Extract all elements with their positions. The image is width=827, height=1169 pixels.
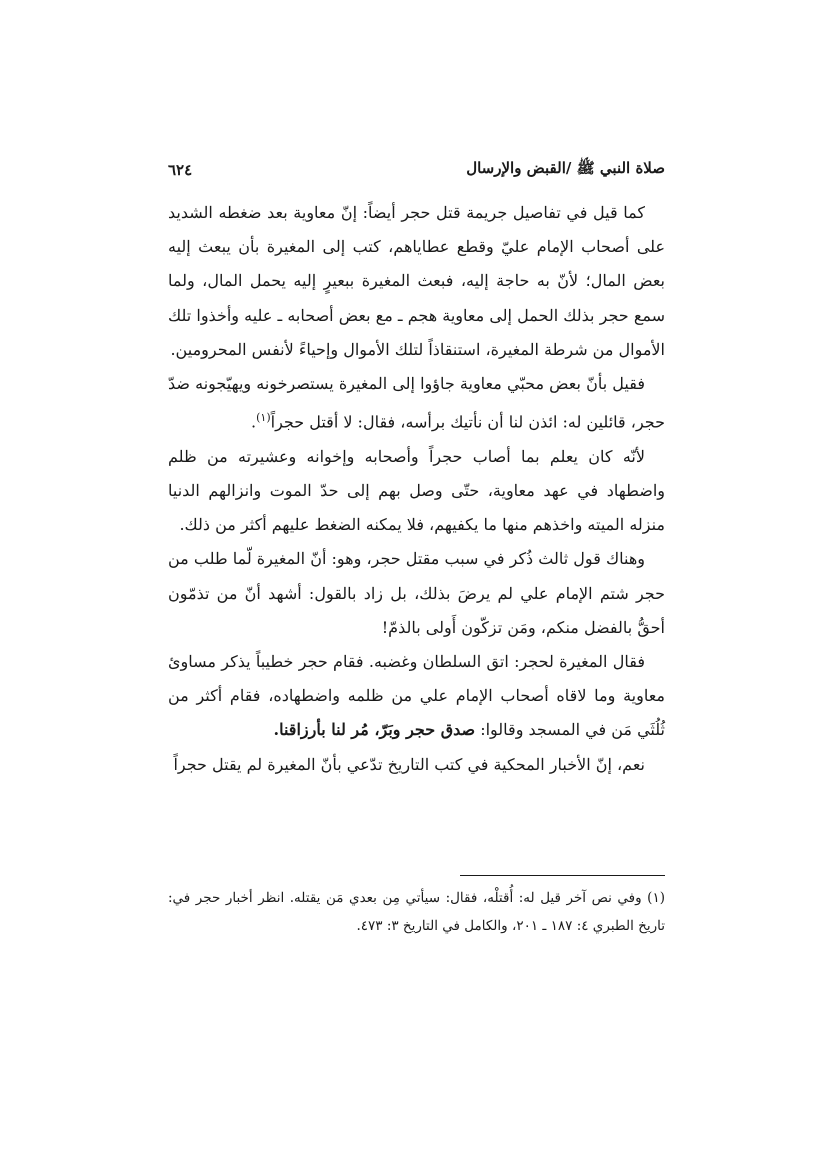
paragraph-5 — [168, 645, 665, 748]
paragraph-3: لأنّه كان يعلم بما أصاب حجراً وأصحابه وإخوانه وعشيرته من ظلم واضطهاد في عهد معاوية، حتّى وصل بهم إلى حدّ الموت وانزالهم الدنيا منزله الميته واخذهم منها ما يكفيهم، فلا يمكنه الضغط عليهم أكثر من ذلك. — [168, 446, 665, 535]
quoted-speech: صدق حجر وبَرّ، مُر لنا بأرزاقنا. — [273, 720, 476, 740]
footnote-divider — [460, 875, 665, 876]
running-title: صلاة النبي ﷺ /القبض والإرسال — [466, 159, 665, 177]
paragraph-2 — [168, 367, 665, 440]
paragraph-2-period: . — [251, 412, 257, 432]
paragraph-1: كما قيل في تفاصيل جريمة قتل حجر أيضاً: إنّ معاوية بعد ضغطه الشديد على أصحاب الإمام عليّ وقطع عطاياهم، كتب إلى المغيرة بأن يبعث إليه بعض المال؛ لأنّ به حاجة إليه، فبعث المغيرة ببعيرٍ إليه يحمل المال، ولما سمع حجر بذلك الحمل إلى معاوية هجم ـ مع بعض أصحابه ـ عليه وأخذوا تلك الأموال من شرطة المغيرة، استنقاذاً لتلك الأموال وإحياءً لأنفس المحرومين. — [168, 203, 665, 359]
paragraph-6: نعم، إنّ الأخبار المحكية في كتب التاريخ تدّعي بأنّ المغيرة لم يقتل حجراً — [173, 754, 645, 774]
paragraph-5-text: فقال المغيرة لحجر: اتق السلطان وغضبه. فقام حجر خطيباً يذكر مساوئ معاوية وما لاقاه أصحاب الإمام علي من ظلمه واضطهاده، فقام أكثر من ثُلُثَي مَن في المسجد وقالوا: — [168, 651, 665, 740]
page-number: ٦٢٤ — [168, 161, 193, 179]
paragraph-4: وهناك قول ثالث ذُكر في سبب مقتل حجر، وهو: أنّ المغيرة لّما طلب من حجر شتم الإمام علي لم يرضَ بذلك، بل زاد بالقول: أشهد أنّ من تذمّون أحقُّ بالفضل منكم، ومَن تزكّون أَولى بالذمّ! — [168, 549, 665, 637]
footnote-1: (١) وفي نص آخر قيل له: أُقتلْه، فقال: سيأتي مِن بعدي مَن يقتله. انظر أخبار حجر في: تاريخ الطبري ٤: ١٨٧ ـ ٢٠١، والكامل في التاريخ ٣: ٤٧٣. — [168, 890, 665, 934]
footnotes — [168, 884, 665, 940]
paragraph-2-text: فقيل بأنّ بعض محبّي معاوية جاؤوا إلى المغيرة يستصرخونه ويهيّجونه ضدّ حجر، قائلين له: ائذن لنا أن نأتيك برأسه، فقال: لا أقتل حجراً — [168, 374, 665, 432]
main-text — [168, 196, 665, 782]
running-header — [168, 155, 665, 185]
footnote-marker: (١) — [256, 411, 271, 425]
